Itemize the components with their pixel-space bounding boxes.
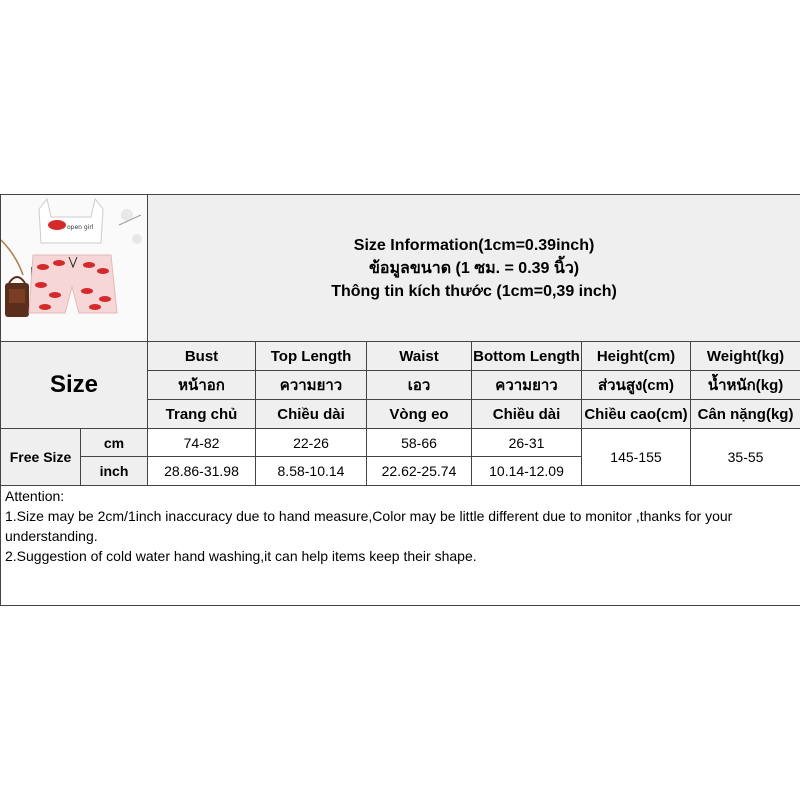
weight-value: 35-55 bbox=[691, 429, 800, 486]
column-height-en: Height(cm) bbox=[582, 342, 691, 371]
column-top-length-vi: Chiều dài bbox=[256, 400, 367, 429]
height-value: 145-155 bbox=[582, 429, 691, 486]
bust-cm-value: 74-82 bbox=[148, 429, 256, 457]
info-line-vietnamese: Thông tin kích thước (1cm=0,39 inch) bbox=[331, 282, 617, 300]
column-height-th: ส่วนสูง(cm) bbox=[582, 371, 691, 400]
attention-note-2: 2.Suggestion of cold water hand washing,it can help items keep their shape. bbox=[5, 548, 477, 564]
bottom-length-cm-value: 26-31 bbox=[472, 429, 582, 457]
unit-cm: cm bbox=[81, 429, 148, 457]
column-bust-th: หน้าอก bbox=[148, 371, 256, 400]
column-bottom-length-th: ความยาว bbox=[472, 371, 582, 400]
column-bust-en: Bust bbox=[148, 342, 256, 371]
attention-note-1: 1.Size may be 2cm/1inch inaccuracy due to hand measure,Color may be little different due to monitor ,thanks for your understanding. bbox=[5, 508, 733, 544]
waist-inch-value: 22.62-25.74 bbox=[367, 457, 472, 486]
column-top-length-en: Top Length bbox=[256, 342, 367, 371]
waist-cm-value: 58-66 bbox=[367, 429, 472, 457]
corner-marker bbox=[147, 195, 148, 203]
column-top-length-th: ความยาว bbox=[256, 371, 367, 400]
bust-inch-value: 28.86-31.98 bbox=[148, 457, 256, 486]
column-bottom-length-en: Bottom Length bbox=[472, 342, 582, 371]
column-bottom-length-vi: Chiều dài bbox=[472, 400, 582, 429]
column-height-vi: Chiều cao(cm) bbox=[582, 400, 691, 429]
shirt-print-text: open girl bbox=[67, 224, 94, 231]
info-line-thai: ข้อมูลขนาด (1 ซม. = 0.39 นิ้ว) bbox=[368, 259, 580, 277]
top-length-inch-value: 8.58-10.14 bbox=[256, 457, 367, 486]
column-weight-en: Weight(kg) bbox=[691, 342, 800, 371]
attention-notes bbox=[1, 486, 800, 606]
product-photo bbox=[1, 195, 148, 342]
column-weight-vi: Cân nặng(kg) bbox=[691, 400, 800, 429]
pajama-set-image bbox=[1, 195, 147, 336]
unit-inch: inch bbox=[81, 457, 148, 486]
info-line-english: Size Information(1cm=0.39inch) bbox=[353, 236, 595, 254]
column-weight-th: น้ำหนัก(kg) bbox=[691, 371, 800, 400]
column-bust-vi: Trang chủ bbox=[148, 400, 256, 429]
size-chart-table bbox=[0, 194, 800, 606]
attention-title: Attention: bbox=[5, 488, 65, 504]
column-waist-vi: Vòng eo bbox=[367, 400, 472, 429]
size-label: Size bbox=[1, 342, 148, 429]
column-waist-en: Waist bbox=[367, 342, 472, 371]
top-length-cm-value: 22-26 bbox=[256, 429, 367, 457]
bottom-length-inch-value: 10.14-12.09 bbox=[472, 457, 582, 486]
column-waist-th: เอว bbox=[367, 371, 472, 400]
size-name-free-size: Free Size bbox=[1, 429, 81, 486]
size-information-header bbox=[148, 195, 800, 342]
